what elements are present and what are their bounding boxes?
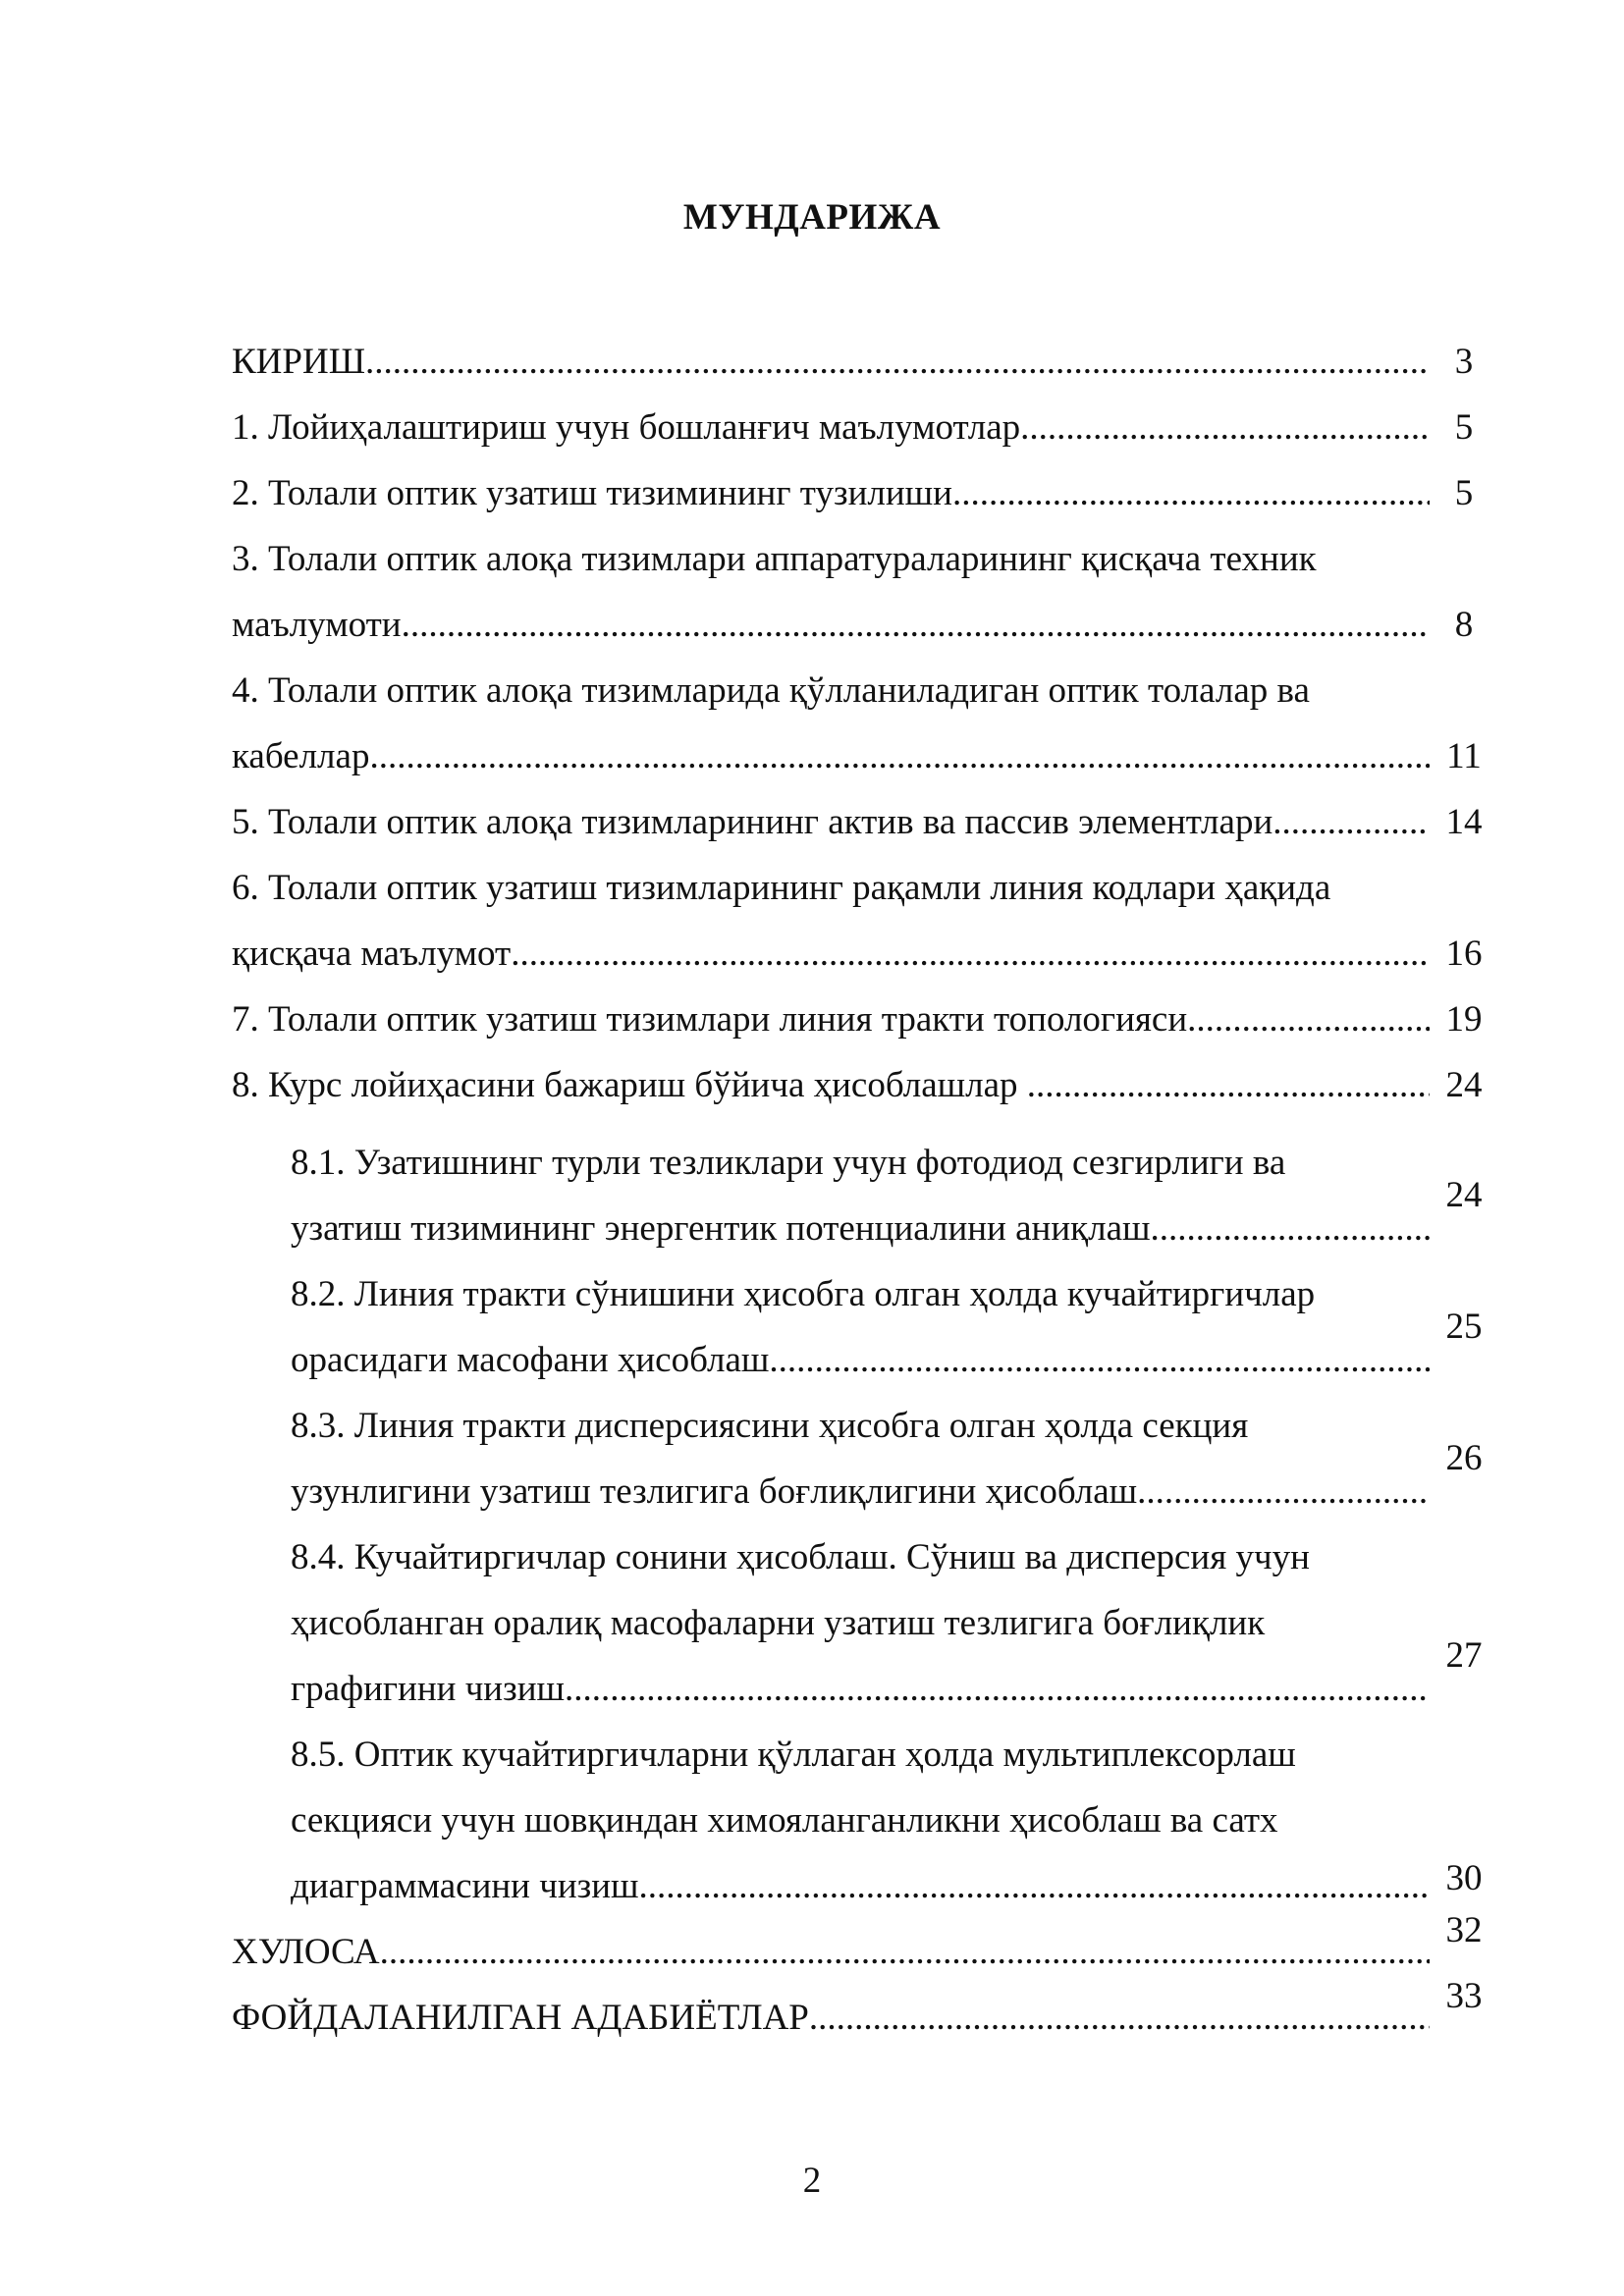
table-of-contents	[232, 329, 1498, 2051]
dot-leader	[1020, 395, 1430, 460]
toc-entry-text: орасидаги масофани ҳисоблаш	[291, 1340, 770, 1380]
toc-entry-text: 2. Толали оптик узатиш тизимининг тузилиши	[232, 473, 952, 513]
toc-entry-conclusion	[232, 1910, 1498, 1985]
toc-entry-text: 8. Курс лойиҳасини бажариш бўйича ҳисоблашлар	[232, 1065, 1027, 1105]
dot-leader	[380, 1919, 1430, 1985]
toc-entry-text: 8.2. Линия тракти сўнишини ҳисобга олган ҳолда кучайтиргичлар	[291, 1274, 1316, 1314]
dot-leader	[1137, 1459, 1430, 1524]
toc-entry-5	[232, 789, 1498, 855]
dot-leader	[1150, 1196, 1430, 1261]
toc-page-number: 5	[1454, 473, 1474, 513]
toc-entry-4	[232, 658, 1498, 789]
toc-page-number: 16	[1445, 934, 1483, 974]
toc-page-number: 14	[1445, 802, 1483, 842]
toc-entry-text: КИРИШ	[232, 342, 366, 382]
dot-leader	[365, 329, 1430, 395]
toc-entry-text: ХУЛОСА	[232, 1932, 380, 1972]
toc-entry-references	[232, 1976, 1498, 2051]
toc-entry-text: маълумоти	[232, 605, 402, 645]
toc-subentry-8-3	[232, 1393, 1498, 1524]
toc-entry-3	[232, 526, 1498, 658]
toc-entry-intro	[232, 329, 1498, 395]
dot-leader	[369, 723, 1430, 789]
toc-entry-text: 8.4. Кучайтиргичлар сонини ҳисоблаш. Сўниш ва дисперсия учун	[291, 1537, 1310, 1577]
toc-entry-text: 7. Толали оптик узатиш тизимлари линия тракти топологияси	[232, 999, 1188, 1040]
toc-page-number: 25	[1445, 1307, 1483, 1347]
dot-leader	[639, 1853, 1430, 1919]
toc-entry-2	[232, 460, 1498, 526]
toc-subentry-8-1	[232, 1130, 1498, 1261]
toc-page-number: 30	[1445, 1858, 1483, 1898]
page-title: МУНДАРИЖА	[682, 197, 942, 238]
toc-entry-text: ҳисобланган оралиқ масофаларни узатиш тезлигига боғлиқлик	[291, 1603, 1266, 1643]
dot-leader	[565, 1656, 1430, 1722]
toc-entry-text: 4. Толали оптик алоқа тизимларида қўлланиладиган оптик толалар ва	[232, 670, 1310, 711]
toc-page-number: 5	[1454, 407, 1474, 448]
toc-entry-text: 6. Толали оптик узатиш тизимларининг рақамли линия кодлари ҳақида	[232, 868, 1331, 908]
toc-entry-text: узунлигини узатиш тезлигига боғлиқлигини ҳисоблаш	[291, 1471, 1138, 1512]
toc-entry-text: 3. Толали оптик алоқа тизимлари аппаратураларининг қисқача техник	[232, 539, 1317, 579]
toc-entry-text: 8.5. Оптик кучайтиргичларни қўллаган ҳолда мультиплексорлаш	[291, 1735, 1296, 1775]
toc-page-number: 33	[1445, 1976, 1483, 2016]
toc-subentry-8-2	[232, 1261, 1498, 1393]
toc-entry-text: 8.3. Линия тракти дисперсиясини ҳисобга олган ҳолда секция	[291, 1406, 1249, 1446]
toc-entry-text: 8.1. Узатишнинг турли тезликлари учун фотодиод сезгирлиги ва	[291, 1143, 1286, 1183]
dot-leader	[1187, 987, 1430, 1052]
dot-leader	[511, 921, 1430, 987]
toc-entry-text: кабеллар	[232, 736, 370, 776]
toc-page-number: 24	[1445, 1175, 1483, 1215]
toc-entry-text: секцияси учун шовқиндан химояланганликни ҳисоблаш ва сатх	[291, 1800, 1278, 1841]
toc-subentry-8-5	[232, 1722, 1498, 1919]
toc-page-number: 3	[1454, 342, 1474, 382]
toc-page-number: 27	[1445, 1635, 1483, 1676]
toc-page-number: 11	[1446, 736, 1482, 776]
toc-page-number: 26	[1445, 1438, 1483, 1478]
toc-entry-8	[232, 1052, 1498, 1118]
toc-entry-text: 1. Лойиҳалаштириш учун бошланғич маълумотлар	[232, 407, 1021, 448]
toc-entry-7	[232, 987, 1498, 1052]
toc-page-number: 8	[1454, 605, 1474, 645]
toc-entry-text: 5. Толали оптик алоқа тизимларининг актив ва пассив элементлари	[232, 802, 1273, 842]
page-number: 2	[802, 2161, 822, 2201]
toc-entry-text: диаграммасини чизиш	[291, 1866, 639, 1906]
dot-leader	[402, 592, 1430, 658]
dot-leader	[952, 460, 1430, 526]
toc-page-number: 19	[1445, 999, 1483, 1040]
toc-entry-6	[232, 855, 1498, 987]
toc-entry-text: ФОЙДАЛАНИЛГАН АДАБИЁТЛАР	[232, 1998, 809, 2038]
toc-entry-text: қисқача маълумот	[232, 934, 512, 974]
toc-page-number: 32	[1445, 1910, 1483, 1950]
toc-entry-1	[232, 395, 1498, 460]
toc-entry-text: графигини чизиш	[291, 1669, 566, 1709]
dot-leader	[769, 1327, 1430, 1393]
toc-page-number: 24	[1445, 1065, 1483, 1105]
toc-subentry-8-4	[232, 1524, 1498, 1722]
dot-leader	[809, 1985, 1430, 2051]
dot-leader	[1272, 789, 1430, 855]
toc-entry-text: узатиш тизимининг энергентик потенциалини аниқлаш	[291, 1208, 1151, 1249]
dot-leader	[1027, 1052, 1430, 1118]
